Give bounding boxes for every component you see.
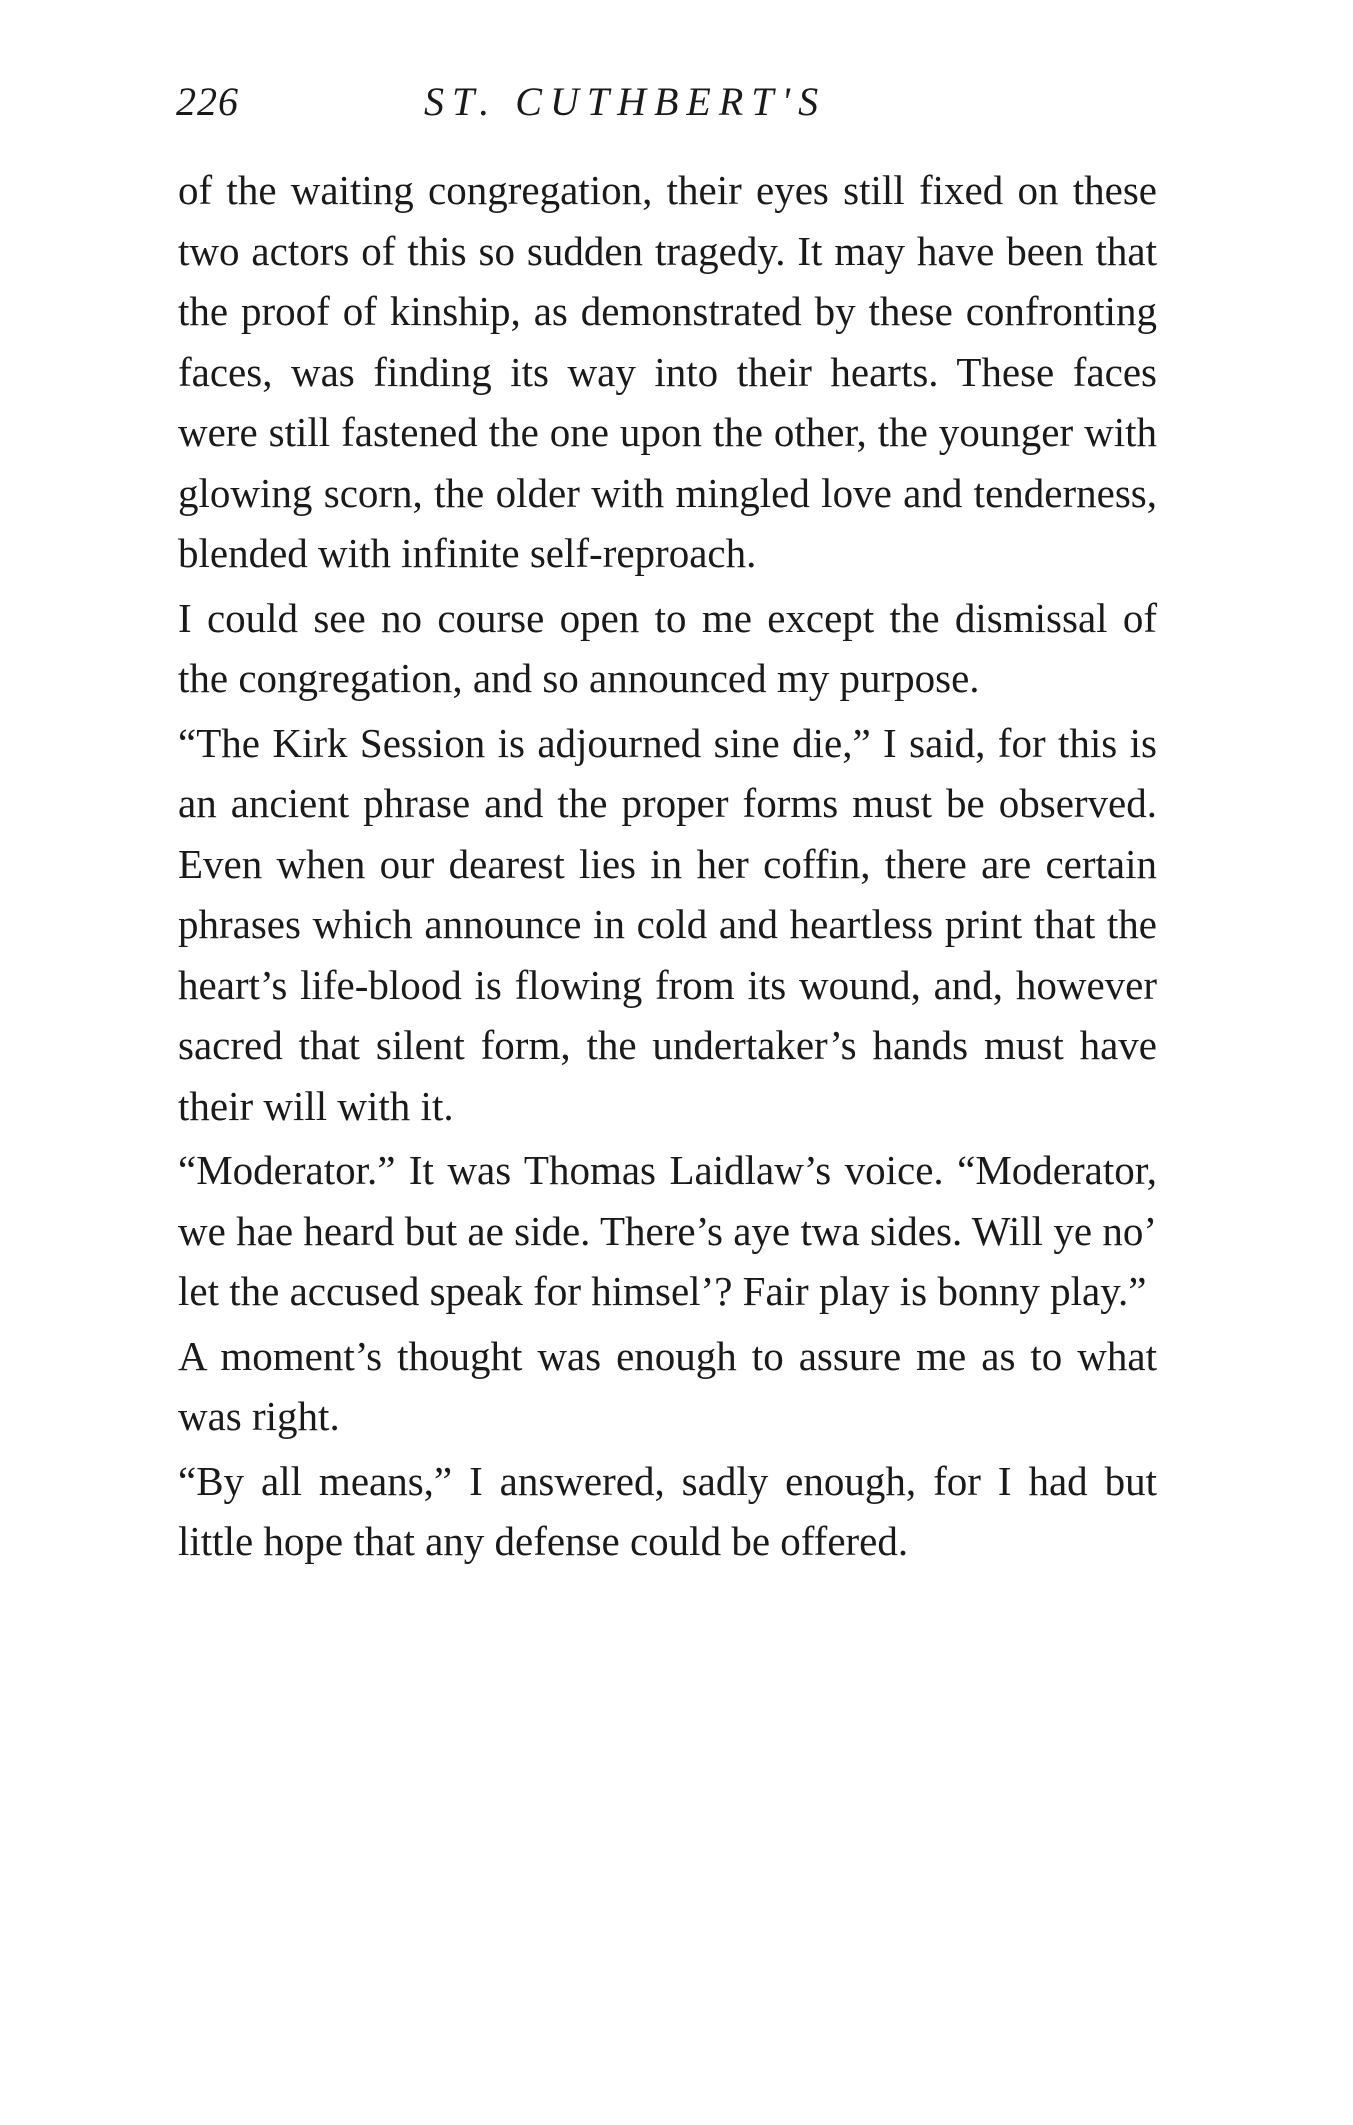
paragraph-5: A moment’s thought was enough to assure me as to what was right. (178, 1332, 1157, 1439)
body-text (178, 160, 1157, 1576)
paragraph-4: “Moderator.” It was Thomas Laidlaw’s voice. “Moderator, we hae heard but ae side. There’s aye twa sides. Will ye no’ let the accused speak for himsel’? Fair play is bonny play.” (178, 1147, 1157, 1314)
page-number: 226 (176, 79, 239, 124)
paragraph-3: “The Kirk Session is adjourned sine die,” I said, for this is an ancient phrase and the proper forms must be observed. Even when our dearest lies in her coffin, there are certain phrases which announce in cold and heartless print that the heart’s life-blood is flowing from its wound, and, however sacred that silent form, the undertaker’s hands must have their will with it. (178, 719, 1157, 1129)
paragraph-2: I could see no course open to me except the dismissal of the congregation, and so announced my purpose. (178, 594, 1157, 701)
running-title: ST. CUTHBERT'S (424, 79, 827, 124)
paragraph-1: of the waiting congregation, their eyes still fixed on these two actors of this so sudden tragedy. It may have been that the proof of kinship, as demonstrated by these confronting faces, was finding its way into their hearts. These faces were still fastened the one upon the other, the younger with glowing scorn, the older with mingled love and tenderness, blended with infinite self-reproach. (178, 167, 1157, 576)
paragraph-6: “By all means,” I answered, sadly enough, for I had but little hope that any defense could be offered. (178, 1457, 1157, 1564)
running-head (176, 78, 1176, 138)
